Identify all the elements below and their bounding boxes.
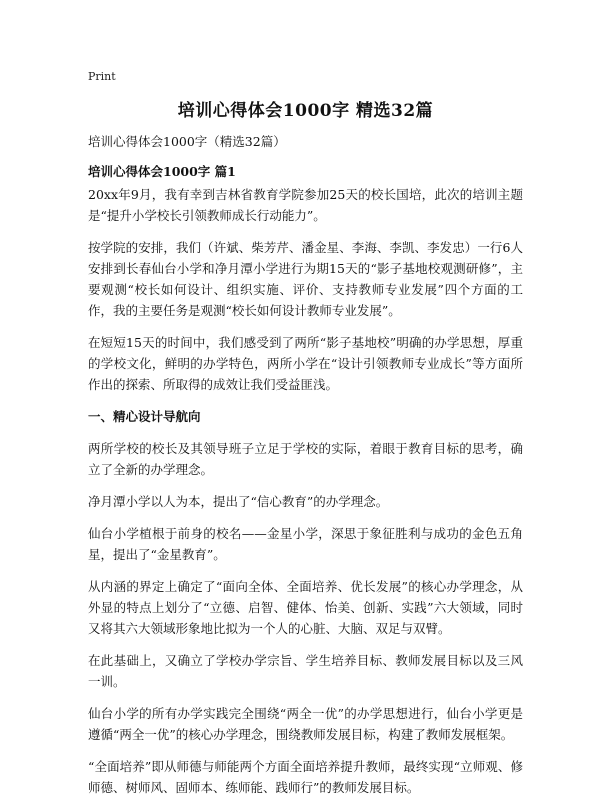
paragraph: “全面培养”即从师德与师能两个方面全面培养提升教师，最终实现“立师观、修师德、树师风、固师本、练师能、践师行”的教师发展目标。 [88,759,523,795]
paragraph: 两所学校的校长及其领导班子立足于学校的实际，着眼于教育目标的思考，确立了全新的办学理念。 [88,441,523,477]
paragraph: 按学院的安排，我们（许斌、柴芳芹、潘金星、李海、李凯、李发忠）一行6人安排到长春仙台小学和净月潭小学进行为期15天的“影子基地校观测研修”，主要观测“校长如何设计、组织实施、评价、支持教师专业发展”四个方面的工作，我的主要任务是观测“校长如何设计教师专业发展”。 [88,240,523,318]
section-title: 培训心得体会1000字 篇1 [88,164,236,179]
paragraph: 在此基础上，又确立了学校办学宗旨、学生培养目标、教师发展目标以及三风一训。 [88,653,523,689]
document-body [88,184,523,809]
paragraph: 在短短15天的时间中，我们感受到了两所“影子基地校”明确的办学思想，厚重的学校文化，鲜明的办学特色，两所小学在“设计引领教师专业成长”等方面所作出的探索、所取得的成效让我们受益匪浅。 [88,335,523,392]
paragraph: 净月潭小学以人为本，提出了“信心教育”的办学理念。 [88,494,389,509]
paragraph: 仙台小学的所有办学实践完全围绕“两全一优”的办学思想进行，仙台小学更是遵循“两全一优”的核心办学理念，围绕教师发展目标，构建了教师发展框架。 [88,706,523,742]
subtitle: 培训心得体会1000字（精选32篇） [88,134,286,149]
section-heading: 一、精心设计导航向 [88,409,201,424]
paragraph: 20xx年9月，我有幸到吉林省教育学院参加25天的校长国培，此次的培训主题是“提升小学校长引领教师成长行动能力”。 [88,187,523,223]
paragraph: 从内涵的界定上确定了“面向全体、全面培养、优长发展”的核心办学理念，从外显的特点上划分了“立德、启智、健体、怡美、创新、实践”六大领域，同时又将其六大领域形象地比拟为一个人的心脏、大脑、双足与双臂。 [88,579,523,636]
print-label[interactable]: Print [88,70,116,83]
paragraph: 仙台小学植根于前身的校名——金星小学，深思于象征胜利与成功的金色五角星，提出了“金星教育”。 [88,526,523,562]
page-title: 培训心得体会1000字 精选32篇 [177,101,434,121]
